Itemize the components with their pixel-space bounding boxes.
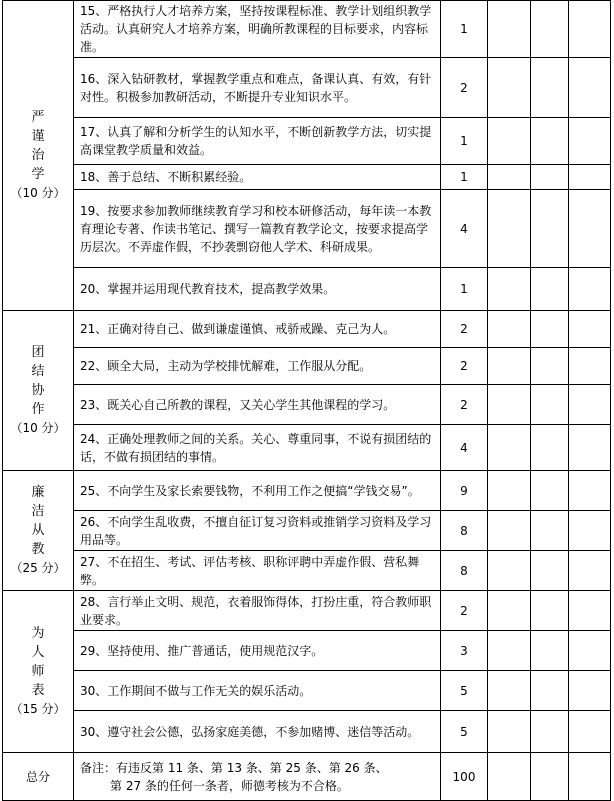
category-char: 治 — [31, 148, 45, 163]
table-row — [3, 311, 611, 348]
item-text: 25、不向学生及家长索要钱物，不利用工作之便搞“学钱交易”。 — [74, 471, 441, 511]
category-char: 人 — [31, 645, 45, 660]
blank-cell — [531, 165, 569, 190]
item-text: 21、正确对待自己、做到谦虚谨慎、戒骄戒躁、克己为人。 — [74, 311, 441, 348]
item-score: 9 — [441, 471, 488, 511]
blank-cell — [488, 511, 531, 551]
category-char: 谨 — [31, 129, 45, 144]
blank-cell — [569, 348, 611, 385]
category-cell — [3, 471, 74, 591]
category-char: 学 — [31, 167, 45, 182]
category-score: （15 分） — [10, 702, 66, 716]
blank-cell — [531, 1, 569, 58]
category-char: 团 — [31, 345, 45, 360]
category-score: （10 分） — [10, 421, 66, 435]
item-score: 1 — [441, 165, 488, 190]
blank-cell — [569, 511, 611, 551]
item-text: 30、遵守社会公德，弘扬家庭美德，不参加赌博、迷信等活动。 — [74, 711, 441, 753]
blank-cell — [569, 165, 611, 190]
blank-cell — [488, 385, 531, 425]
category-char: 从 — [31, 523, 45, 538]
total-label: 总分 — [3, 753, 74, 801]
blank-cell — [531, 268, 569, 311]
table-row — [3, 591, 611, 631]
blank-cell — [488, 118, 531, 165]
item-score: 1 — [441, 1, 488, 58]
category-score: （25 分） — [10, 561, 66, 575]
item-text: 18、善于总结、不断积累经验。 — [74, 165, 441, 190]
blank-cell — [531, 671, 569, 711]
item-score: 2 — [441, 591, 488, 631]
blank-cell — [488, 1, 531, 58]
item-text: 22、顾全大局，主动为学校排忧解难，工作服从分配。 — [74, 348, 441, 385]
table-row — [3, 118, 611, 165]
item-text: 26、不向学生乱收费，不擅自征订复习资料或推销学习资料及学习用品等。 — [74, 511, 441, 551]
blank-cell — [569, 551, 611, 591]
total-note — [74, 753, 441, 801]
table-row — [3, 190, 611, 268]
blank-cell — [488, 671, 531, 711]
blank-cell — [531, 385, 569, 425]
table-row — [3, 165, 611, 190]
item-score: 4 — [441, 190, 488, 268]
blank-cell — [531, 348, 569, 385]
category-score: （10 分） — [10, 186, 66, 200]
blank-cell — [569, 385, 611, 425]
category-char: 作 — [31, 402, 45, 417]
item-score: 2 — [441, 348, 488, 385]
blank-cell — [569, 311, 611, 348]
blank-cell — [488, 311, 531, 348]
blank-cell — [488, 268, 531, 311]
item-text: 28、言行举止文明、规范，衣着服饰得体，打扮庄重，符合教师职业要求。 — [74, 591, 441, 631]
blank-cell — [488, 348, 531, 385]
table-row — [3, 58, 611, 118]
category-char: 洁 — [31, 504, 45, 519]
item-score: 4 — [441, 425, 488, 471]
blank-cell — [569, 671, 611, 711]
blank-cell — [569, 425, 611, 471]
blank-cell — [488, 711, 531, 753]
blank-cell — [488, 190, 531, 268]
category-cell — [3, 1, 74, 311]
blank-cell — [531, 753, 569, 801]
blank-cell — [531, 711, 569, 753]
item-score: 2 — [441, 311, 488, 348]
blank-cell — [488, 471, 531, 511]
total-row — [3, 753, 611, 801]
item-text: 16、深入钻研教材，掌握教学重点和难点，备课认真、有效，有针对性。积极参加教研活动，不断提升专业知识水平。 — [74, 58, 441, 118]
blank-cell — [488, 591, 531, 631]
table-row — [3, 1, 611, 58]
item-score: 1 — [441, 118, 488, 165]
item-score: 5 — [441, 711, 488, 753]
item-text: 20、掌握并运用现代教育技术，提高教学效果。 — [74, 268, 441, 311]
item-text: 29、坚持使用、推广普通话，使用规范汉字。 — [74, 631, 441, 671]
blank-cell — [569, 471, 611, 511]
table-row — [3, 471, 611, 511]
blank-cell — [531, 311, 569, 348]
category-cell — [3, 311, 74, 471]
blank-cell — [569, 118, 611, 165]
blank-cell — [531, 591, 569, 631]
blank-cell — [488, 425, 531, 471]
blank-cell — [531, 118, 569, 165]
category-cell — [3, 591, 74, 753]
table-row — [3, 551, 611, 591]
item-score: 8 — [441, 551, 488, 591]
blank-cell — [488, 753, 531, 801]
category-char: 结 — [31, 364, 45, 379]
category-char: 为 — [31, 626, 45, 641]
blank-cell — [488, 631, 531, 671]
blank-cell — [488, 165, 531, 190]
item-text: 19、按要求参加教师继续教育学习和校本研修活动，每年读一本教育理论专著、作读书笔记、撰写一篇教育教学论文，按要求提高学历层次。不弄虚作假，不抄袭剽窃他人学术、科研成果。 — [74, 190, 441, 268]
blank-cell — [531, 551, 569, 591]
blank-cell — [569, 268, 611, 311]
item-score: 3 — [441, 631, 488, 671]
blank-cell — [531, 511, 569, 551]
table-row — [3, 511, 611, 551]
table-row — [3, 711, 611, 753]
blank-cell — [569, 711, 611, 753]
blank-cell — [488, 551, 531, 591]
item-text: 17、认真了解和分析学生的认知水平，不断创新教学方法，切实提高课堂教学质量和效益。 — [74, 118, 441, 165]
category-char: 师 — [31, 664, 45, 679]
item-score: 1 — [441, 268, 488, 311]
category-char: 协 — [31, 383, 45, 398]
blank-cell — [569, 631, 611, 671]
total-score: 100 — [441, 753, 488, 801]
item-text: 23、既关心自己所教的课程，又关心学生其他课程的学习。 — [74, 385, 441, 425]
table-row — [3, 268, 611, 311]
ethics-assessment-table — [2, 0, 611, 801]
table-row — [3, 348, 611, 385]
blank-cell — [569, 190, 611, 268]
blank-cell — [531, 425, 569, 471]
blank-cell — [488, 58, 531, 118]
category-char: 廉 — [31, 485, 45, 500]
blank-cell — [531, 58, 569, 118]
blank-cell — [569, 1, 611, 58]
table-row — [3, 631, 611, 671]
item-score: 2 — [441, 385, 488, 425]
item-text: 30、工作期间不做与工作无关的娱乐活动。 — [74, 671, 441, 711]
blank-cell — [569, 591, 611, 631]
total-note-line1: 备注：有违反第 11 条、第 13 条、第 25 条、第 26 条、 — [80, 760, 388, 775]
total-note-line2: 第 27 条的任何一条者，师德考核为不合格。 — [110, 778, 349, 793]
blank-cell — [569, 58, 611, 118]
category-char: 严 — [31, 110, 45, 125]
item-score: 5 — [441, 671, 488, 711]
item-score: 8 — [441, 511, 488, 551]
item-score: 2 — [441, 58, 488, 118]
category-char: 表 — [31, 683, 45, 698]
blank-cell — [531, 471, 569, 511]
item-text: 24、正确处理教师之间的关系。关心、尊重同事，不说有损团结的话，不做有损团结的事情。 — [74, 425, 441, 471]
category-char: 教 — [31, 542, 45, 557]
table-row — [3, 425, 611, 471]
item-text: 15、严格执行人才培养方案，坚持按课程标准、教学计划组织教学活动。认真研究人才培养方案，明确所教课程的目标要求，内容标准。 — [74, 1, 441, 58]
item-text: 27、不在招生、考试、评估考核、职称评聘中弄虚作假、营私舞弊。 — [74, 551, 441, 591]
table-row — [3, 671, 611, 711]
blank-cell — [531, 631, 569, 671]
table-row — [3, 385, 611, 425]
blank-cell — [531, 190, 569, 268]
blank-cell — [569, 753, 611, 801]
